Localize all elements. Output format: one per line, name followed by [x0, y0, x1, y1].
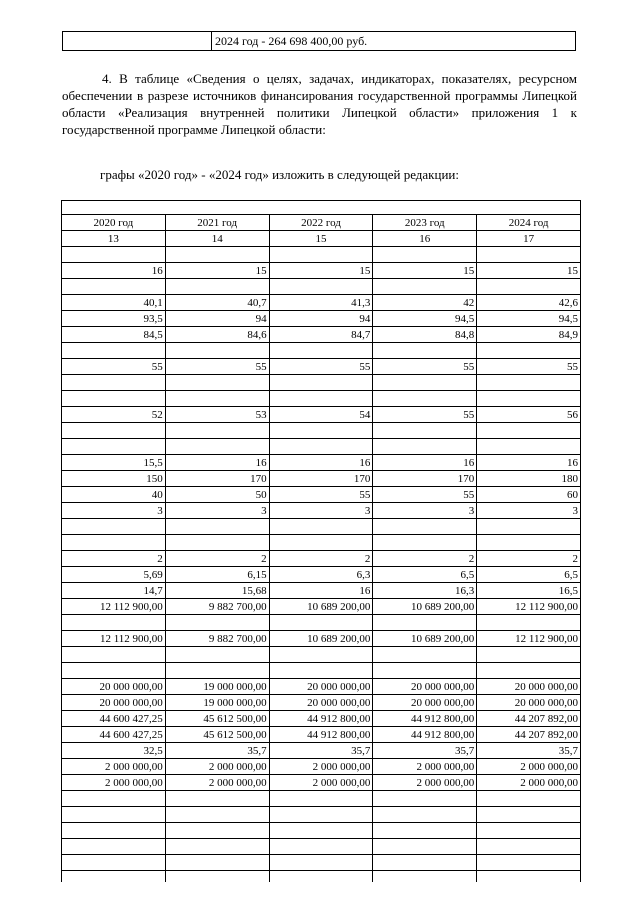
table-cell: 12 112 900,00 [477, 599, 581, 615]
table-cell [373, 647, 477, 663]
table-cell [373, 663, 477, 679]
table-cell: 35,7 [269, 743, 373, 759]
table-cell [269, 343, 373, 359]
table-cell [477, 247, 581, 263]
table-cell: 16 [269, 583, 373, 599]
table-row [62, 407, 581, 423]
table-cell: 16 [373, 455, 477, 471]
table-cell [62, 663, 166, 679]
table-cell: 16,5 [477, 583, 581, 599]
table-row [62, 391, 581, 407]
table-row [62, 503, 581, 519]
table-cell [373, 855, 477, 871]
table-row [62, 247, 581, 263]
table-cell: 94 [269, 311, 373, 327]
table-row [62, 439, 581, 455]
table-column-number-row [62, 231, 581, 247]
table-cell [477, 807, 581, 823]
table-cell: 13 [62, 231, 166, 247]
table-cell: 44 600 427,25 [62, 727, 166, 743]
table-cell: 2022 год [269, 215, 373, 231]
table-cell: 54 [269, 407, 373, 423]
table-row [62, 759, 581, 775]
table-cell: 150 [62, 471, 166, 487]
table-cell [269, 535, 373, 551]
table-cell: 5,69 [62, 567, 166, 583]
table-cell: 60 [477, 487, 581, 503]
table-row [62, 343, 581, 359]
table-cell [165, 247, 269, 263]
table-cell: 14 [165, 231, 269, 247]
table-cell [269, 375, 373, 391]
table-cell [269, 855, 373, 871]
table-cell: 6,3 [269, 567, 373, 583]
table-cell: 84,9 [477, 327, 581, 343]
table-cell [165, 535, 269, 551]
table-cell: 40,1 [62, 295, 166, 311]
table-cell [165, 791, 269, 807]
table-cell: 40,7 [165, 295, 269, 311]
table-row [62, 567, 581, 583]
table-cell: 9 882 700,00 [165, 599, 269, 615]
table-cell: 19 000 000,00 [165, 679, 269, 695]
table-cell [373, 343, 477, 359]
table-cell: 15 [269, 231, 373, 247]
table-cell: 2021 год [165, 215, 269, 231]
table-cell [62, 375, 166, 391]
amendment-paragraph: 4. В таблице «Сведения о целях, задачах, индикаторах, показателях, ресурсном обеспечении в разрезе источников финансирования государственной программы Липецкой области «Реализация внутренней политики Липецкой области» приложения 1 к государственной программе Липецкой области: [62, 71, 577, 137]
table-cell [269, 663, 373, 679]
table-cell [269, 439, 373, 455]
table-cell: 15 [373, 263, 477, 279]
table-cell [165, 439, 269, 455]
table-cell [373, 807, 477, 823]
table-cell: 20 000 000,00 [62, 679, 166, 695]
total-2024-text: 2024 год - 264 698 400,00 руб. [215, 34, 368, 48]
table-row [62, 679, 581, 695]
table-cell [165, 615, 269, 631]
table-cell: 170 [269, 471, 373, 487]
table-cell: 55 [373, 487, 477, 503]
table-cell: 6,5 [373, 567, 477, 583]
table-row [62, 455, 581, 471]
table-cell [165, 343, 269, 359]
box-divider [211, 32, 212, 50]
table-row [62, 551, 581, 567]
table-cell [62, 855, 166, 871]
table-row [62, 519, 581, 535]
table-cell [269, 647, 373, 663]
table-cell [269, 791, 373, 807]
table-cell [62, 647, 166, 663]
table-cell: 20 000 000,00 [62, 695, 166, 711]
table-cell [269, 807, 373, 823]
table-cell [62, 839, 166, 855]
table-cell [269, 871, 373, 883]
table-cell: 20 000 000,00 [269, 695, 373, 711]
table-cell [373, 871, 477, 883]
table-row [62, 423, 581, 439]
table-row [62, 279, 581, 295]
table-cell: 44 207 892,00 [477, 727, 581, 743]
table-cell: 84,6 [165, 327, 269, 343]
table-cell [165, 647, 269, 663]
table-cell: 2 000 000,00 [477, 759, 581, 775]
table-cell: 2 000 000,00 [62, 775, 166, 791]
table-cell: 20 000 000,00 [373, 695, 477, 711]
table-cell [62, 823, 166, 839]
table-cell [269, 519, 373, 535]
table-cell: 10 689 200,00 [269, 631, 373, 647]
table-cell: 35,7 [477, 743, 581, 759]
table-cell [477, 375, 581, 391]
table-row [62, 855, 581, 871]
table-cell: 2 [477, 551, 581, 567]
table-cell [165, 519, 269, 535]
table-cell: 20 000 000,00 [373, 679, 477, 695]
table-cell [373, 279, 477, 295]
table-cell [477, 519, 581, 535]
table-cell: 45 612 500,00 [165, 711, 269, 727]
table-cell: 55 [373, 359, 477, 375]
table-cell [62, 439, 166, 455]
table-cell [373, 615, 477, 631]
table-cell: 2023 год [373, 215, 477, 231]
table-cell: 44 912 800,00 [373, 711, 477, 727]
table-row [62, 631, 581, 647]
table-cell: 15 [477, 263, 581, 279]
table-cell: 17 [477, 231, 581, 247]
table-cell [477, 791, 581, 807]
table-cell: 41,3 [269, 295, 373, 311]
table-cell: 3 [62, 503, 166, 519]
table-row [62, 871, 581, 883]
table-row [62, 743, 581, 759]
table-cell: 3 [269, 503, 373, 519]
table-row [62, 711, 581, 727]
table-cell [373, 439, 477, 455]
table-cell: 44 600 427,25 [62, 711, 166, 727]
table-cell: 16,3 [373, 583, 477, 599]
table-cell: 35,7 [373, 743, 477, 759]
table-cell [269, 823, 373, 839]
table-cell [477, 439, 581, 455]
table-row [62, 583, 581, 599]
total-2024-box [62, 31, 576, 51]
table-cell: 2 000 000,00 [165, 775, 269, 791]
table-row [62, 775, 581, 791]
table-cell: 16 [269, 455, 373, 471]
table-cell [165, 391, 269, 407]
table-cell [62, 871, 166, 883]
table-cell: 40 [62, 487, 166, 503]
table-row [62, 311, 581, 327]
table-row [62, 375, 581, 391]
table-top-row [62, 201, 581, 215]
table-cell: 2 000 000,00 [373, 775, 477, 791]
table-cell: 42,6 [477, 295, 581, 311]
table-cell [62, 423, 166, 439]
table-cell [165, 279, 269, 295]
table-cell [269, 247, 373, 263]
table-cell [62, 519, 166, 535]
table-cell [165, 807, 269, 823]
table-cell [477, 343, 581, 359]
table-cell: 55 [477, 359, 581, 375]
table-cell [62, 201, 581, 215]
table-cell [269, 391, 373, 407]
table-cell: 94,5 [477, 311, 581, 327]
table-header-row [62, 215, 581, 231]
table-cell [477, 823, 581, 839]
table-cell: 14,7 [62, 583, 166, 599]
table-row [62, 599, 581, 615]
table-row [62, 295, 581, 311]
table-cell [477, 279, 581, 295]
table-cell [373, 791, 477, 807]
table-cell [477, 647, 581, 663]
table-cell [165, 855, 269, 871]
table-cell: 15,68 [165, 583, 269, 599]
table-cell: 15,5 [62, 455, 166, 471]
table-cell: 2 [62, 551, 166, 567]
table-row [62, 695, 581, 711]
table-cell [165, 663, 269, 679]
table-row [62, 727, 581, 743]
table-cell: 2 [269, 551, 373, 567]
table-cell: 44 207 892,00 [477, 711, 581, 727]
table-cell [373, 391, 477, 407]
table-cell: 55 [62, 359, 166, 375]
table-cell: 2024 год [477, 215, 581, 231]
table-cell: 94 [165, 311, 269, 327]
table-row [62, 823, 581, 839]
table-cell: 2 000 000,00 [269, 775, 373, 791]
table-cell: 2 [165, 551, 269, 567]
table-cell [165, 375, 269, 391]
table-row [62, 647, 581, 663]
table-row [62, 535, 581, 551]
table-cell: 16 [373, 231, 477, 247]
table-cell: 180 [477, 471, 581, 487]
table-row [62, 807, 581, 823]
table-cell: 20 000 000,00 [269, 679, 373, 695]
amendment-instruction: графы «2020 год» - «2024 год» изложить в следующей редакции: [100, 167, 459, 182]
table-cell [477, 423, 581, 439]
table-cell: 15 [269, 263, 373, 279]
table-cell: 15 [165, 263, 269, 279]
table-cell: 44 912 800,00 [373, 727, 477, 743]
table-cell: 2 000 000,00 [477, 775, 581, 791]
table-cell: 6,15 [165, 567, 269, 583]
indicators-table [61, 200, 581, 882]
table-row [62, 327, 581, 343]
table-cell [477, 855, 581, 871]
table-cell [62, 535, 166, 551]
table-cell: 2020 год [62, 215, 166, 231]
table-cell: 93,5 [62, 311, 166, 327]
table-cell [62, 791, 166, 807]
table-cell [62, 807, 166, 823]
table-cell [165, 823, 269, 839]
table-row [62, 359, 581, 375]
table-row [62, 663, 581, 679]
table-cell [165, 871, 269, 883]
table-cell: 2 000 000,00 [165, 759, 269, 775]
table-cell [373, 375, 477, 391]
table-cell: 6,5 [477, 567, 581, 583]
table-cell: 50 [165, 487, 269, 503]
table-cell: 12 112 900,00 [477, 631, 581, 647]
table-cell: 2 000 000,00 [62, 759, 166, 775]
table-cell: 45 612 500,00 [165, 727, 269, 743]
table-cell [269, 423, 373, 439]
table-cell: 19 000 000,00 [165, 695, 269, 711]
table-cell: 16 [62, 263, 166, 279]
table-row [62, 471, 581, 487]
table-cell: 56 [477, 407, 581, 423]
table-cell: 3 [165, 503, 269, 519]
table-cell: 9 882 700,00 [165, 631, 269, 647]
table-cell: 84,8 [373, 327, 477, 343]
table-cell: 94,5 [373, 311, 477, 327]
table-cell [165, 423, 269, 439]
table-cell: 3 [477, 503, 581, 519]
table-cell: 84,5 [62, 327, 166, 343]
table-cell: 42 [373, 295, 477, 311]
table-cell: 10 689 200,00 [269, 599, 373, 615]
table-cell [62, 343, 166, 359]
table-cell [62, 279, 166, 295]
table-cell [373, 519, 477, 535]
table-cell [477, 871, 581, 883]
table-cell: 16 [165, 455, 269, 471]
table-cell: 84,7 [269, 327, 373, 343]
table-cell: 12 112 900,00 [62, 599, 166, 615]
table-row [62, 615, 581, 631]
table-cell: 170 [165, 471, 269, 487]
table-cell [373, 839, 477, 855]
table-cell [477, 615, 581, 631]
table-cell [269, 615, 373, 631]
table-cell: 44 912 800,00 [269, 711, 373, 727]
table-cell: 16 [477, 455, 581, 471]
table-row [62, 487, 581, 503]
table-cell: 55 [269, 359, 373, 375]
table-cell: 2 000 000,00 [269, 759, 373, 775]
table-cell: 20 000 000,00 [477, 695, 581, 711]
table-cell: 2 000 000,00 [373, 759, 477, 775]
table-cell: 55 [269, 487, 373, 503]
table-cell [165, 839, 269, 855]
table-cell [62, 247, 166, 263]
table-cell [373, 423, 477, 439]
table-cell [477, 391, 581, 407]
table-cell: 2 [373, 551, 477, 567]
table-cell [269, 279, 373, 295]
table-cell: 12 112 900,00 [62, 631, 166, 647]
table-cell: 52 [62, 407, 166, 423]
table-cell [477, 535, 581, 551]
table-cell [373, 535, 477, 551]
table-row [62, 839, 581, 855]
table-cell: 10 689 200,00 [373, 631, 477, 647]
table-cell [269, 839, 373, 855]
table-cell: 35,7 [165, 743, 269, 759]
table-cell: 170 [373, 471, 477, 487]
table-cell: 55 [165, 359, 269, 375]
table-cell: 32,5 [62, 743, 166, 759]
table-row [62, 263, 581, 279]
table-cell [477, 839, 581, 855]
table-cell: 10 689 200,00 [373, 599, 477, 615]
table-cell [373, 823, 477, 839]
table-cell [62, 615, 166, 631]
table-cell: 55 [373, 407, 477, 423]
table-cell [373, 247, 477, 263]
table-cell: 20 000 000,00 [477, 679, 581, 695]
table-cell: 3 [373, 503, 477, 519]
table-cell: 44 912 800,00 [269, 727, 373, 743]
table-cell [477, 663, 581, 679]
table-cell: 53 [165, 407, 269, 423]
table-row [62, 791, 581, 807]
table-cell [62, 391, 166, 407]
